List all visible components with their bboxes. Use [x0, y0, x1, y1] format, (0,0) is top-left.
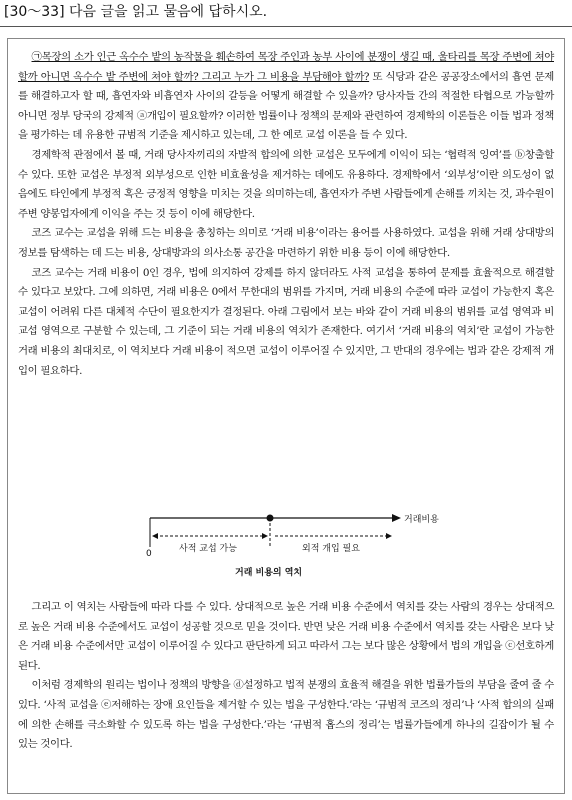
passage-part-1 — [18, 48, 554, 381]
paragraph-5: 그리고 이 역치는 사람들에 따라 다를 수 있다. 상대적으로 높은 거래 비용 수준에서 역치를 갖는 사람의 경우는 상대적으로 높은 거래 비용 수준에서도 교섭이 성공할 것으로 믿을 것이다. 반면 낮은 거래 비용 수준에서 역치를 갖는 사람은 보다 낮은 거래 비용 수준에서만 교섭이 이루어질 수 있다고 판단하게 되고 따라서 그는 보다 많은 상황에서 법의 개입을 ⓒ선호하게 된다. — [18, 601, 554, 672]
question-header: [30～33] 다음 글을 읽고 물음에 답하시오. — [4, 4, 268, 20]
left-range-arrowhead-r — [262, 533, 268, 539]
header-divider — [0, 26, 572, 27]
axis-label: 거래비용 — [404, 515, 439, 525]
right-range-arrowhead — [386, 533, 392, 539]
passage-part-2 — [18, 598, 554, 755]
threshold-diagram — [0, 505, 572, 600]
diagram-caption: 거래 비용의 역치 — [235, 568, 303, 578]
paragraph-6: 이처럼 경제학의 원리는 법이나 정책의 방향을 ⓓ설정하고 법적 분쟁의 효율적 해결을 위한 법률가들의 부담을 줄여 줄 수 있다. ‘사적 교섭을 ⓔ저해하는 장애 요인들을 제거할 수 있는 법을 구성한다.’라는 ‘규범적 코즈의 정리’나 ‘사적 합의의 실패에 의한 손해를 극소화할 수 있도록 하는 법을 구성한다.’라는 ‘규범적 홉스의 정리’는 법률가들에게 하나의 길잡이가 될 수 있는 것이다. — [18, 679, 554, 751]
right-range-label: 외적 개입 필요 — [302, 544, 360, 554]
origin-label: 0 — [146, 549, 152, 559]
paragraph-1-rest: 또 식당과 같은 공공장소에서의 흡연 문제를 해결하고자 할 때, 흡연자와 비흡연자 사이의 갈등을 어떻게 해결할 수 있을까? 당사자들 간의 적절한 타협으로 가능할까 아니면 정부 당국의 강제적 ⓐ개입이 필요할까? 이러한 법률이나 정책의 문제와 관련하여 경제학의 이론들은 이들 법과 정책을 평가하는 데 유용한 규범적 기준을 제시하고 있는데, 그 한 예로 교섭 이론을 들 수 있다. — [18, 70, 554, 142]
left-range-label: 사적 교섭 가능 — [179, 544, 237, 554]
left-range-arrowhead-l — [152, 533, 158, 539]
paragraph-3: 코즈 교수는 교섭을 위해 드는 비용을 총칭하는 의미로 ‘거래 비용’이라는 용어를 사용하였다. 교섭을 위해 거래 상대방의 정보를 탐색하는 데 드는 비용, 상대방과의 의사소통 공간을 마련하기 위한 비용 등이 이에 해당한다. — [18, 227, 554, 259]
paragraph-2: 경제학적 관점에서 볼 때, 거래 당사자끼리의 자발적 합의에 의한 교섭은 모두에게 이익이 되는 ‘협력적 잉여’를 ⓑ창출할 수 있다. 또한 교섭은 부정적 외부성으로 인한 비효율성을 제거하는 데에도 유용하다. 경제학에서 ‘외부성’이란 의도성이 없음에도 타인에게 부정적 혹은 긍정적 영향을 미치는 것을 의미하는데, 흡연자가 주변 사람들에게 손해를 끼치는 것, 과수원이 주변 양봉업자에게 이익을 주는 것 등이 이에 해당한다. — [18, 148, 554, 220]
axis-arrowhead — [392, 514, 401, 522]
threshold-diagram-svg — [0, 505, 572, 600]
underlined-sentence-a: ㉠목장의 소가 인근 옥수수 밭의 농작물을 훼손하여 목장 주인과 농부 사이에 분쟁이 생길 때, 울타리를 목장 주변에 쳐야 할까 아니면 옥수수 밭 주변에 쳐야 할까? 그리고 누가 그 비용을 부담해야 할까? — [18, 51, 554, 83]
paragraph-4: 코즈 교수는 거래 비용이 0인 경우, 법에 의지하여 강제를 하지 않더라도 사적 교섭을 통하여 문제를 효율적으로 해결할 수 있다고 보았다. 그에 의하면, 거래 비용은 0에서 무한대의 범위를 가지며, 거래 비용의 수준에 따라 교섭이 가능한지 혹은 교섭이 어려워 다른 대체적 수단이 필요한지가 결정된다. 아래 그림에서 보는 바와 같이 거래 비용의 범위를 교섭 영역과 비교섭 영역으로 구분할 수 있는데, 그 기준이 되는 거래 비용의 역치가 존재한다. 여기서 ‘거래 비용의 역치’란 교섭이 가능한 거래 비용의 최대치로, 이 역치보다 거래 비용이 적으면 교섭이 이루어질 수 있지만, 그 반대의 경우에는 법과 같은 강제적 개입이 필요하다. — [18, 266, 554, 377]
paragraph-1 — [18, 48, 554, 146]
